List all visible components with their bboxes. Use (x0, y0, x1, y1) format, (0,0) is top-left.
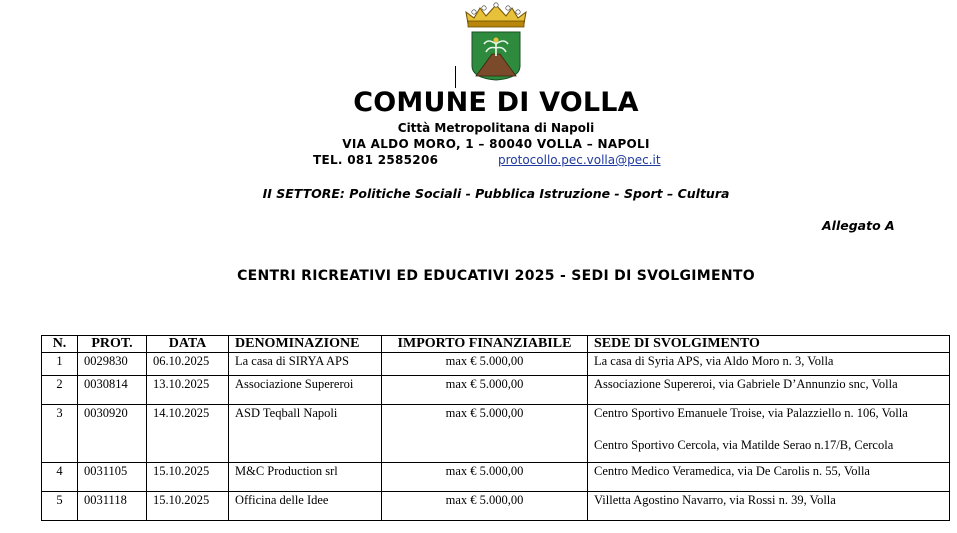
telephone: TEL. 081 2585206 (313, 153, 439, 167)
cell-sede: Villetta Agostino Navarro, via Rossi n. 39, Volla (588, 492, 950, 521)
subtitle: Città Metropolitana di Napoli (397, 121, 595, 135)
table-row (42, 492, 950, 521)
cell-n: 1 (42, 353, 78, 376)
cell-data: 13.10.2025 (147, 376, 229, 405)
col-importo: IMPORTO FINANZIABILE (382, 336, 588, 353)
cell-data: 06.10.2025 (147, 353, 229, 376)
cell-data: 15.10.2025 (147, 492, 229, 521)
table-row (42, 353, 950, 376)
col-prot: PROT. (78, 336, 147, 353)
cell-n: 2 (42, 376, 78, 405)
cell-sede: Centro Medico Veramedica, via De Carolis n. 55, Volla (588, 463, 950, 492)
cell-importo: max € 5.000,00 (382, 463, 588, 492)
cell-importo: max € 5.000,00 (382, 405, 588, 463)
cell-prot: 0031105 (78, 463, 147, 492)
settore-line: II SETTORE: Politiche Sociali - Pubblica Istruzione - Sport – Cultura (262, 186, 730, 201)
coat-of-arms-logo (462, 2, 530, 82)
cell-prot: 0029830 (78, 353, 147, 376)
cell-sede: La casa di Syria APS, via Aldo Moro n. 3, Volla (588, 353, 950, 376)
cell-prot: 0031118 (78, 492, 147, 521)
cell-importo: max € 5.000,00 (382, 376, 588, 405)
allegato-label: Allegato A (822, 218, 895, 233)
sede-line: Centro Sportivo Cercola, via Matilde Serao n.17/B, Cercola (594, 438, 894, 452)
cell-importo: max € 5.000,00 (382, 492, 588, 521)
centri-table (41, 335, 950, 521)
table-row (42, 463, 950, 492)
cell-n: 5 (42, 492, 78, 521)
cell-prot: 0030920 (78, 405, 147, 463)
col-data: DATA (147, 336, 229, 353)
cell-prot: 0030814 (78, 376, 147, 405)
cell-sede (588, 405, 950, 463)
text-cursor (455, 66, 456, 88)
table-header-row (42, 336, 950, 353)
table-row (42, 405, 950, 463)
cell-denominazione: ASD Teqball Napoli (229, 405, 382, 463)
col-n: N. (42, 336, 78, 353)
cell-n: 4 (42, 463, 78, 492)
cell-sede: Associazione Supereroi, via Gabriele D’Annunzio snc, Volla (588, 376, 950, 405)
sede-line: Centro Sportivo Emanuele Troise, via Palazziello n. 106, Volla (594, 406, 908, 420)
page-title: COMUNE DI VOLLA (353, 87, 639, 118)
pec-email-link[interactable]: protocollo.pec.volla@pec.it (498, 153, 661, 167)
col-denominazione: DENOMINAZIONE (229, 336, 382, 353)
address: VIA ALDO MORO, 1 – 80040 VOLLA – NAPOLI (342, 137, 650, 151)
cell-denominazione: La casa di SIRYA APS (229, 353, 382, 376)
cell-n: 3 (42, 405, 78, 463)
cell-denominazione: M&C Production srl (229, 463, 382, 492)
cell-data: 14.10.2025 (147, 405, 229, 463)
cell-denominazione: Associazione Supereroi (229, 376, 382, 405)
cell-importo: max € 5.000,00 (382, 353, 588, 376)
table-row (42, 376, 950, 405)
document-heading: CENTRI RICREATIVI ED EDUCATIVI 2025 - SEDI DI SVOLGIMENTO (237, 268, 755, 284)
cell-data: 15.10.2025 (147, 463, 229, 492)
cell-denominazione: Officina delle Idee (229, 492, 382, 521)
col-sede: SEDE DI SVOLGIMENTO (588, 336, 950, 353)
